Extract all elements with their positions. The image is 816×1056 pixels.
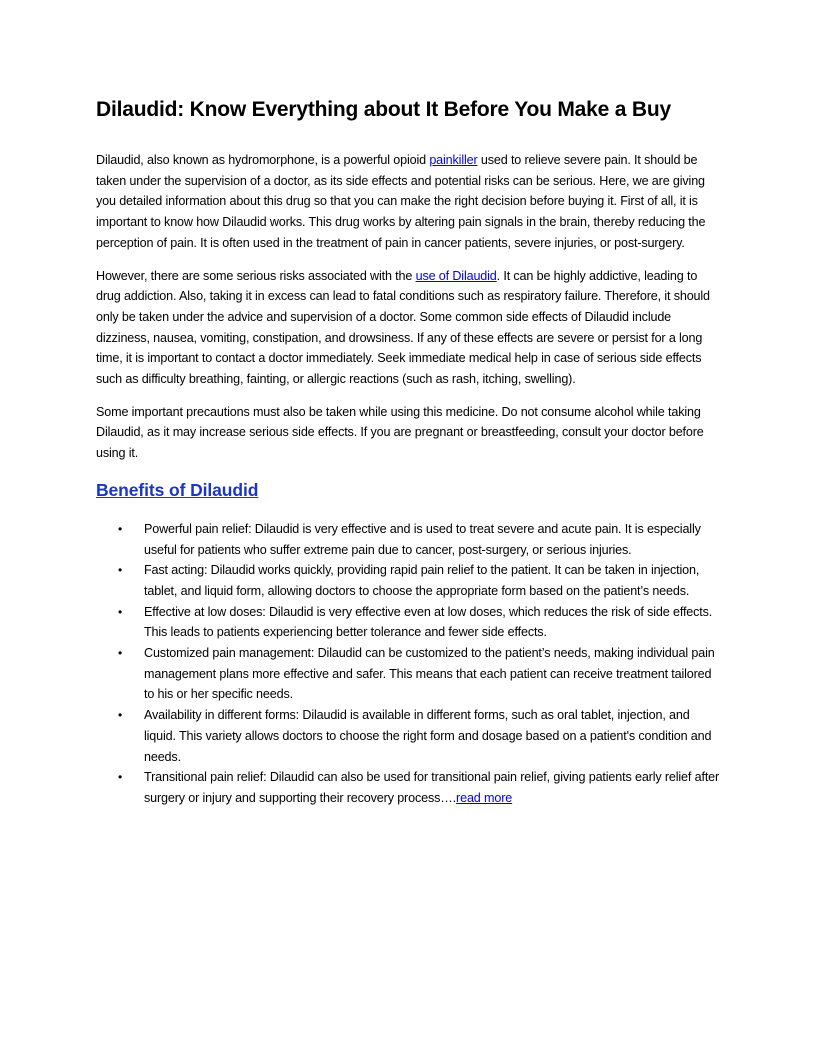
benefit-text: Customized pain management: Dilaudid can be customized to the patient’s needs, making individual pain management plans more effective and safer. This means that each patient can receive treatment tailored to his or her specific needs. — [144, 646, 715, 702]
risks-text-end: . It can be highly addictive, leading to drug addiction. Also, taking it in excess can lead to fatal conditions such as respiratory failure. Therefore, it should only be taken under the advice and supervision of a doctor. Some common side effects of Dilaudid include dizziness, nausea, vomiting, constipation, and drowsiness. If any of these effects are severe or persist for a long time, it is important to contact a doctor immediately. Seek immediate medical help in case of serious side effects such as difficulty breathing, fainting, or allergic reactions (such as rash, itching, swelling). — [96, 268, 710, 387]
list-item — [118, 602, 722, 643]
document-page — [96, 96, 722, 809]
list-item — [118, 643, 722, 705]
painkiller-link[interactable]: painkiller — [429, 153, 478, 167]
list-item — [118, 705, 722, 767]
intro-paragraph — [96, 150, 722, 254]
list-item — [118, 560, 722, 601]
bullet-icon: • — [118, 563, 123, 578]
benefits-heading — [96, 478, 722, 502]
read-more-link[interactable]: read more — [456, 790, 513, 805]
bullet-icon: • — [118, 521, 123, 536]
intro-text-start: Dilaudid, also known as hydromorphone, is a powerful opioid — [96, 153, 430, 167]
bullet-icon: • — [118, 770, 123, 785]
bullet-icon: • — [118, 604, 123, 619]
benefit-text: Transitional pain relief: Dilaudid can also be used for transitional pain relief, giving patients early relief after surgery or injury and supporting their recovery process…. — [144, 770, 720, 805]
bullet-icon: • — [118, 708, 123, 723]
precautions-paragraph: Some important precautions must also be taken while using this medicine. Do not consume alcohol while taking Dilaudid, as it may increase serious side effects. If you are pregnant or breastfeeding, consult your doctor before using it. — [96, 404, 704, 461]
risks-text-start: However, there are some serious risks associated with the — [96, 268, 416, 283]
benefits-list — [96, 519, 722, 809]
benefit-text: Availability in different forms: Dilaudid is available in different forms, such as oral tablet, injection, and liquid. This variety allows doctors to choose the right form and dosage based on a patient's condition and needs. — [144, 708, 712, 764]
benefit-text: Fast acting: Dilaudid works quickly, providing rapid pain relief to the patient. It can be taken in injection, tablet, and liquid form, allowing doctors to choose the appropriate form based on the patient’s needs. — [144, 563, 700, 598]
risks-paragraph — [96, 266, 722, 390]
list-item — [118, 767, 722, 808]
benefit-text: Powerful pain relief: Dilaudid is very effective and is used to treat severe and acute pain. It is especially useful for patients who suffer extreme pain due to cancer, post-surgery, or serious injuries. — [144, 521, 701, 557]
intro-text-end: used to relieve severe pain. It should be taken under the supervision of a doctor, as its side effects and potential risks can be serious. Here, we are giving you detailed information about this drug so that you can make the right decision before buying it. First of all, it is important to know how Dilaudid works. This drug works by altering pain signals in the brain, thereby reducing the perception of pain. It is often used in the treatment of pain in cancer patients, severe injuries, or post-surgery. — [96, 153, 706, 250]
bullet-icon: • — [118, 646, 123, 661]
list-item — [118, 519, 722, 560]
benefits-heading-link[interactable]: Benefits of Dilaudid — [96, 479, 259, 500]
use-of-dilaudid-link[interactable]: use of Dilaudid — [415, 268, 497, 283]
page-title: Dilaudid: Know Everything about It Before You Make a Buy — [96, 98, 671, 121]
benefit-text: Effective at low doses: Dilaudid is very effective even at low doses, which reduces the risk of side effects. This leads to patients experiencing better tolerance and fewer side effects. — [144, 604, 713, 640]
